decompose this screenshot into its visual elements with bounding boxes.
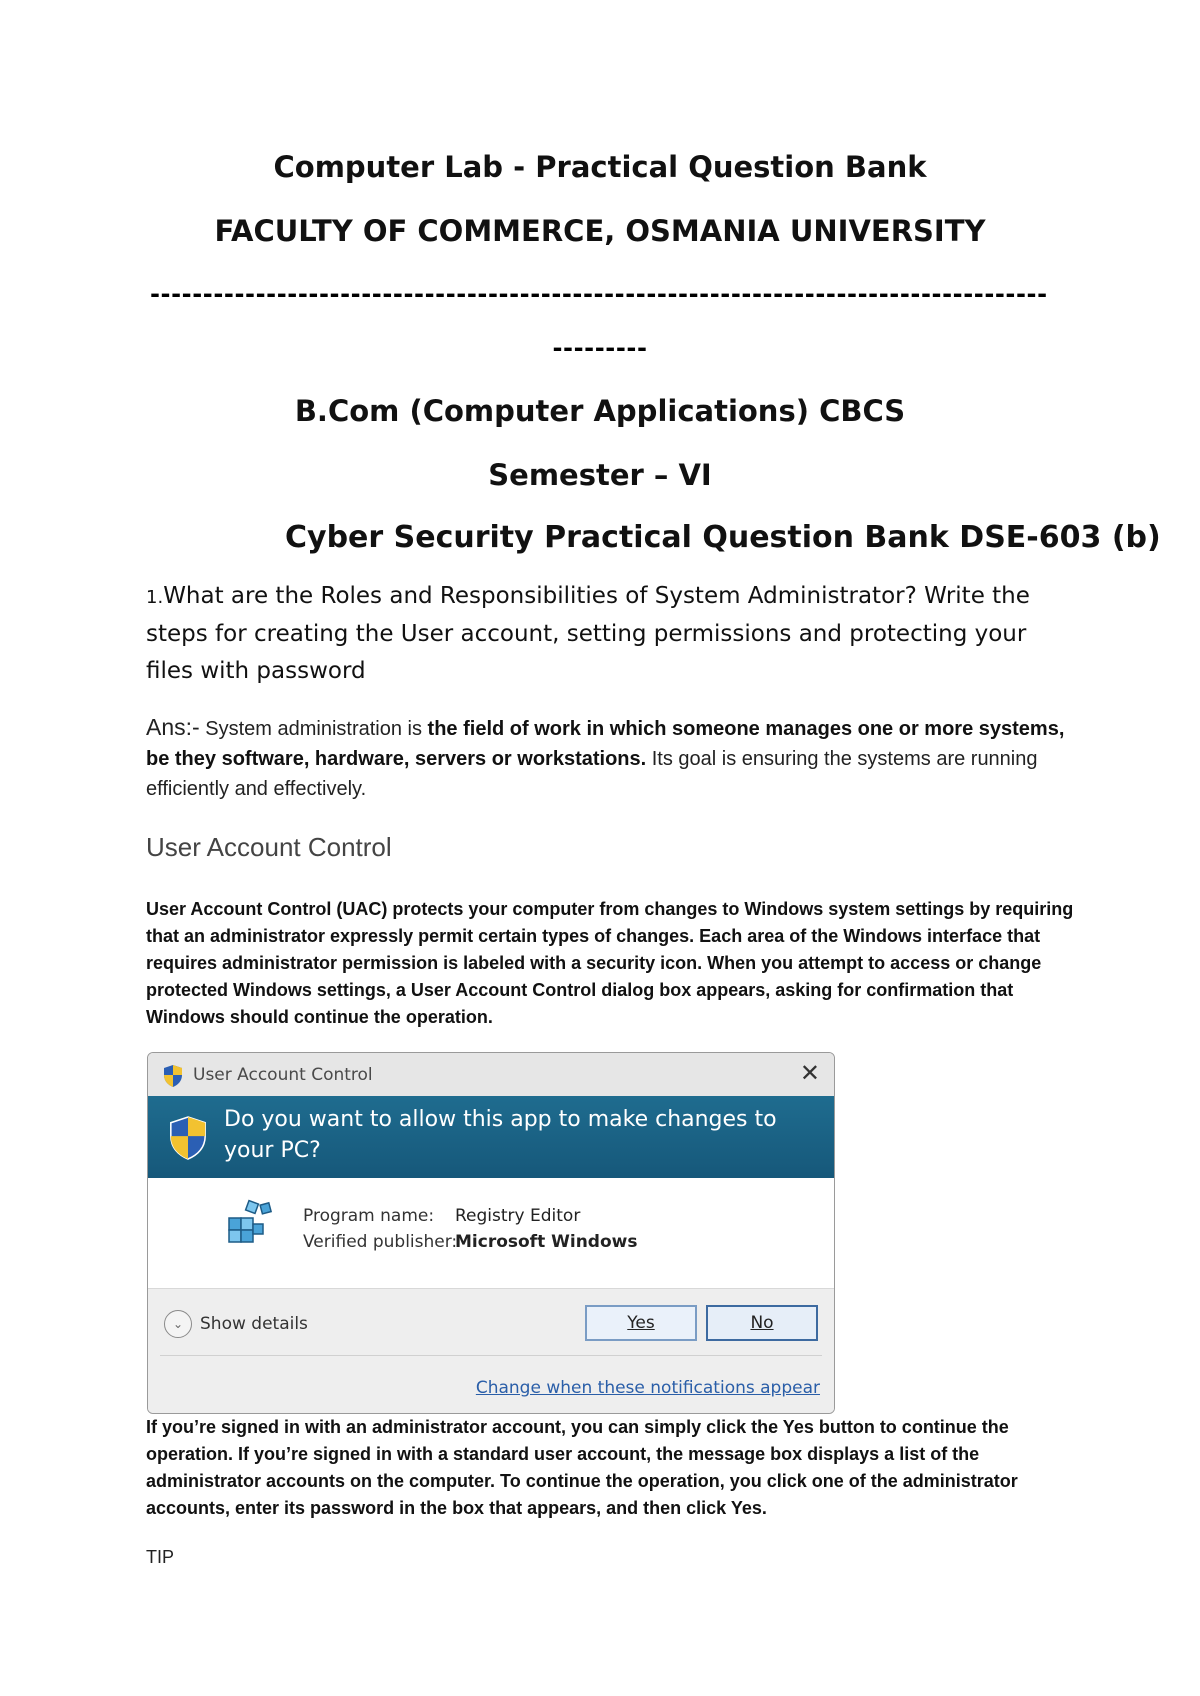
semester-title: Semester – VI <box>488 458 712 492</box>
divider-line-continued: --------- <box>552 334 648 362</box>
shield-icon <box>167 1115 209 1165</box>
footer-divider <box>160 1355 822 1356</box>
section-heading-uac: User Account Control <box>146 832 392 862</box>
program-name-label: Program name: <box>303 1206 435 1226</box>
subject-title: Cyber Security Practical Question Bank DSE-603 (b) <box>285 520 1161 555</box>
change-notifications-link[interactable]: Change when these notifications appear <box>475 1378 820 1398</box>
dialog-banner <box>148 1096 834 1178</box>
publisher-value: Microsoft Windows <box>455 1232 638 1252</box>
dialog-titlebar <box>148 1053 834 1096</box>
uac-paragraph-2: If you’re signed in with an administrator account, you can simply click the Yes button to continue the operation. If you’re signed in with a standard user account, the message box displays a list of the administrator accounts on the computer. To continue the operation, you click one of the administrator accounts, enter its password in the box that appears, and then click Yes. <box>146 1417 1018 1518</box>
program-name-value: Registry Editor <box>455 1206 581 1226</box>
dialog-program-info <box>148 1178 834 1288</box>
question-text: What are the Roles and Responsibilities of System Administrator? Write the steps for creating the User account, setting permissions and protecting your files with password <box>146 583 1030 684</box>
dialog-question: Do you want to allow this app to make changes to your PC? <box>224 1107 777 1163</box>
question-1 <box>146 578 1066 690</box>
dialog-title: User Account Control <box>193 1065 373 1085</box>
tip-label: TIP <box>146 1547 175 1567</box>
no-button[interactable]: No <box>706 1305 818 1341</box>
answer-label: Ans:- <box>146 714 200 740</box>
show-details-toggle[interactable] <box>164 1310 308 1338</box>
publisher-label: Verified publisher: <box>303 1232 458 1252</box>
chevron-down-icon[interactable]: ⌄ <box>164 1310 192 1338</box>
uac-dialog <box>147 1052 835 1414</box>
course-title: B.Com (Computer Applications) CBCS <box>294 394 906 428</box>
faculty-title: FACULTY OF COMMERCE, OSMANIA UNIVERSITY <box>214 214 986 248</box>
answer-intro: System administration is <box>199 718 428 740</box>
doc-title: Computer Lab - Practical Question Bank <box>273 150 927 184</box>
answer-rest: Its goal is ensuring the systems are running efficiently and effectively. <box>146 748 1038 800</box>
dialog-footer <box>148 1288 834 1414</box>
program-values <box>455 1203 637 1255</box>
answer-bold-text: the field of work in which someone manages one or more systems, be they software, hardware, servers or workstations. <box>146 718 1065 770</box>
divider-line: ------------------------------------------------------------------------------------- <box>150 280 1048 308</box>
registry-editor-icon <box>223 1196 279 1254</box>
close-icon[interactable]: ✕ <box>799 1059 820 1087</box>
show-details-label: Show details <box>200 1314 308 1334</box>
program-labels <box>303 1203 457 1255</box>
yes-button[interactable]: Yes <box>585 1305 697 1341</box>
question-number: 1. <box>146 587 164 608</box>
answer-1 <box>146 712 1076 804</box>
uac-paragraph-1: User Account Control (UAC) protects your computer from changes to Windows system settings by requiring that an administrator expressly permit certain types of changes. Each area of the Windows interface that requires administrator permission is labeled with a security icon. When you attempt to access or change protected Windows settings, a User Account Control dialog box appears, asking for confirmation that Windows should continue the operation. <box>146 899 1074 1027</box>
shield-icon <box>162 1064 184 1092</box>
